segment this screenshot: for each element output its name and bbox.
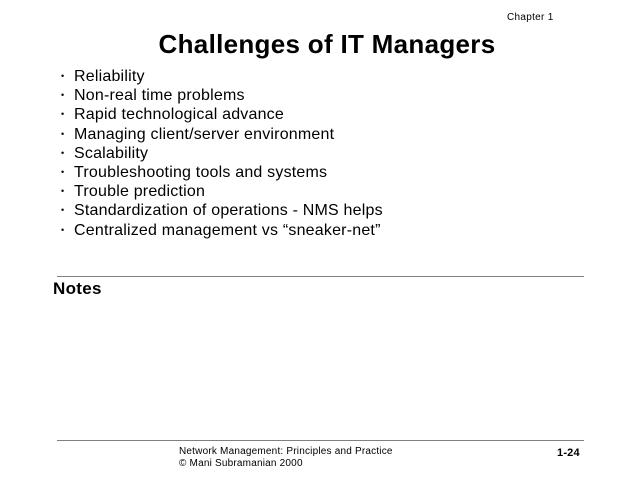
list-item: • Managing client/server environment	[61, 125, 335, 143]
notes-heading: Notes	[53, 279, 102, 298]
list-item: • Troubleshooting tools and systems	[61, 163, 328, 181]
footer-copyright: © Mani Subramanian 2000	[179, 458, 303, 469]
slide-title: Challenges of IT Managers	[158, 29, 496, 59]
bullet-icon: •	[61, 147, 65, 158]
bullet-icon: •	[61, 186, 65, 197]
list-item: • Centralized management vs “sneaker-net”	[61, 221, 381, 239]
footer-text	[179, 446, 393, 470]
footer-book-title: Network Management: Principles and Practice	[179, 446, 393, 457]
chapter-label: Chapter 1	[507, 12, 554, 23]
bullet-icon: •	[61, 205, 65, 216]
list-item: • Non-real time problems	[61, 87, 245, 105]
bullet-icon: •	[61, 224, 65, 235]
notes-divider	[57, 276, 584, 277]
list-item: • Reliability	[61, 68, 145, 85]
bullet-icon: •	[61, 109, 65, 120]
bullet-icon: •	[61, 71, 65, 81]
list-item: • Scalability	[61, 144, 149, 162]
bullet-icon: •	[61, 166, 65, 177]
list-item: • Trouble prediction	[61, 183, 206, 201]
bullet-icon: •	[61, 128, 65, 139]
footer-divider	[57, 440, 584, 441]
list-item: • Standardization of operations - NMS helps	[61, 202, 383, 220]
bullet-list	[60, 67, 383, 240]
list-item: • Rapid technological advance	[61, 106, 284, 124]
page-number: 1-24	[557, 447, 580, 459]
bullet-icon: •	[61, 90, 65, 101]
